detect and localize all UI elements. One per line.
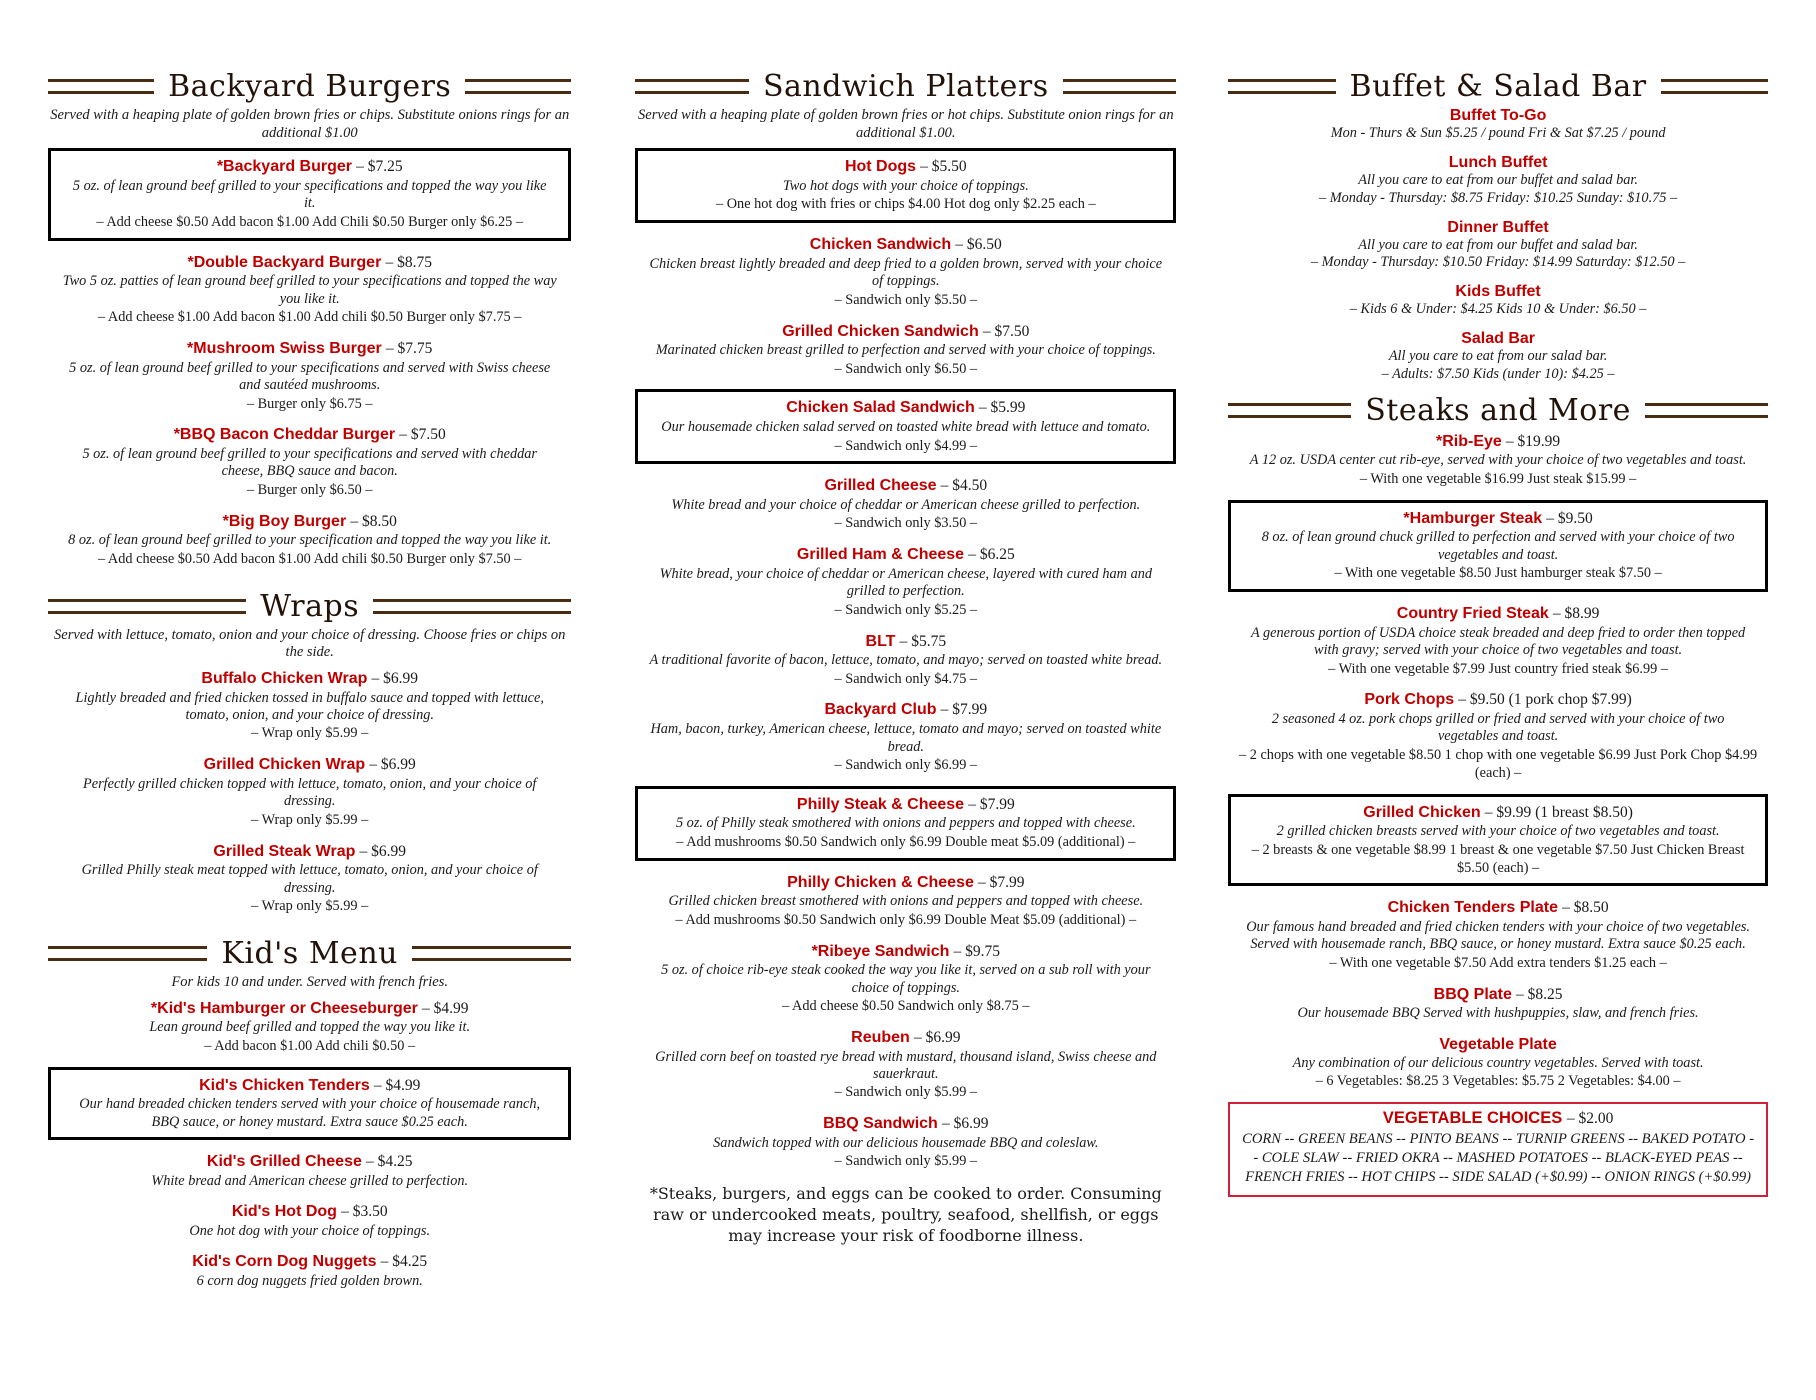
section-title: Sandwich Platters	[762, 69, 1049, 104]
item-name: Country Fried Steak	[1396, 605, 1549, 623]
item-description: 6 corn dog nuggets fried golden brown.	[196, 1272, 423, 1289]
buffet-group-line: All you care to eat from our buffet and salad bar.	[1358, 236, 1638, 253]
rule-left	[1228, 403, 1351, 418]
item-name: Kid's Chicken Tenders	[199, 1076, 370, 1094]
buffet-group-heading: Lunch Buffet	[1448, 153, 1548, 171]
menu-item-box	[635, 148, 1176, 223]
item-options: – Sandwich only $5.50 –	[834, 291, 978, 308]
item-description: Our famous hand breaded and fried chicken tenders with your choice of two vegetables. Served with housemade ranch, BBQ sauce, or honey mustard. Extra sauce $0.25 each.	[1246, 918, 1750, 953]
item-description: White bread, your choice of cheddar or American cheese, layered with cured ham and grilled to perfection.	[659, 565, 1153, 600]
item-nameline	[635, 234, 1176, 255]
item-options: – Add cheese $0.50 Sandwich only $8.75 –	[782, 998, 1030, 1015]
item-options: – With one vegetable $8.50 Just hamburger steak $7.50 –	[1334, 565, 1662, 582]
item-options: – Sandwich only $5.25 –	[834, 601, 978, 618]
menu-item	[48, 252, 571, 327]
rule-right	[465, 79, 571, 94]
item-name: *Mushroom Swiss Burger	[187, 340, 382, 358]
column-middle	[613, 70, 1198, 1301]
item-options: – Burger only $6.75 –	[246, 395, 373, 412]
menu-item	[635, 1027, 1176, 1102]
item-price: – $7.25	[356, 158, 403, 176]
item-name: Kid's Hot Dog	[231, 1203, 337, 1221]
item-name: Kid's Grilled Cheese	[206, 1152, 362, 1170]
section-title: Steaks and More	[1365, 392, 1631, 428]
item-price: – $6.50	[955, 236, 1002, 254]
item-description: Any combination of our delicious country vegetables. Served with toast.	[1292, 1054, 1704, 1071]
veg-title-price: – $2.00	[1566, 1110, 1614, 1128]
rule-left	[1228, 79, 1335, 94]
item-name: Grilled Cheese	[824, 477, 937, 495]
section-title: Wraps	[260, 588, 360, 624]
menu-item	[48, 1251, 571, 1290]
menu-item	[1228, 689, 1768, 782]
item-description: 8 oz. of lean ground beef grilled to your specification and topped the way you like it.	[68, 532, 552, 549]
item-name: *Double Backyard Burger	[187, 253, 382, 271]
item-name: *Hamburger Steak	[1403, 509, 1543, 527]
menu-item	[635, 699, 1176, 774]
menu-item	[635, 1113, 1176, 1171]
item-options: – 6 Vegetables: $8.25 3 Vegetables: $5.75 2 Vegetables: $4.00 –	[1315, 1073, 1681, 1090]
item-nameline	[1237, 508, 1759, 529]
item-nameline	[57, 156, 562, 177]
menu-item-box	[48, 148, 571, 240]
item-description: Chicken breast lightly breaded and deep fried to a golden brown, served with your choice of toppings.	[649, 255, 1163, 290]
menu-item	[48, 1201, 571, 1240]
item-options: – Sandwich only $5.99 –	[834, 1153, 978, 1170]
item-options: – Burger only $6.50 –	[246, 481, 373, 498]
item-nameline	[644, 794, 1167, 815]
item-description: One hot dog with your choice of toppings.	[189, 1222, 431, 1239]
item-description: Our housemade BBQ Served with hushpuppies, slaw, and french fries.	[1297, 1005, 1699, 1022]
item-nameline	[1228, 603, 1768, 624]
item-description: White bread and American cheese grilled to perfection.	[151, 1172, 469, 1189]
item-price: – $6.99	[359, 842, 407, 860]
item-price: – $6.25	[968, 546, 1015, 564]
item-price: – $8.50	[350, 512, 397, 530]
item-nameline	[1228, 431, 1768, 452]
item-description: Lean ground beef grilled and topped the way you like it.	[149, 1019, 471, 1036]
item-nameline	[48, 1151, 571, 1172]
item-description: Ham, bacon, turkey, American cheese, lettuce, tomato and mayo; served on toasted white bread.	[650, 721, 1162, 755]
item-description: White bread and your choice of cheddar or American cheese grilled to perfection.	[671, 496, 1141, 513]
item-description: Perfectly grilled chicken topped with lettuce, tomato, onion, and your choice of dressing.	[83, 775, 537, 810]
item-options: – Sandwich only $6.99 –	[834, 756, 978, 773]
item-options: – Add bacon $1.00 Add chili $0.50 –	[204, 1037, 416, 1054]
item-price: – $6.99	[941, 1115, 989, 1133]
rule-right	[1063, 79, 1177, 94]
column-right	[1198, 70, 1768, 1301]
veg-title-text: VEGETABLE CHOICES	[1382, 1109, 1563, 1128]
item-nameline	[1237, 802, 1759, 823]
item-nameline	[635, 1113, 1176, 1134]
rule-left	[48, 79, 154, 94]
item-price: – $7.99	[977, 873, 1025, 891]
rule-left	[48, 946, 207, 961]
buffet-group-line: Mon - Thurs & Sun $5.25 / pound Fri & Sat $7.25 / pound	[1330, 125, 1666, 141]
menu-item	[48, 754, 571, 829]
item-nameline	[48, 998, 571, 1019]
rule-right	[1661, 79, 1768, 94]
item-options: – Add mushrooms $0.50 Sandwich only $6.99 Double meat $5.09 (additional) –	[676, 833, 1136, 850]
item-name: Grilled Chicken	[1363, 803, 1481, 821]
item-options: – Add cheese $0.50 Add bacon $1.00 Add chili $0.50 Burger only $7.50 –	[97, 550, 522, 567]
item-price: – $7.50	[982, 322, 1030, 340]
item-price: – $8.50	[1562, 899, 1609, 917]
section-header-buffet-salad-bar	[1228, 70, 1768, 103]
item-description: Marinated chicken breast grilled to perfection and served with your choice of toppings.	[655, 342, 1156, 359]
item-options: – Wrap only $5.99 –	[251, 811, 369, 828]
item-name: Hot Dogs	[844, 158, 917, 176]
item-nameline	[644, 397, 1167, 418]
item-name: BBQ Sandwich	[823, 1115, 938, 1133]
menu-item	[635, 475, 1176, 533]
item-nameline	[48, 754, 571, 775]
item-price: – $3.50	[341, 1203, 388, 1221]
item-price: – $6.99	[371, 669, 418, 687]
buffet-group-line: – Monday - Thursday: $8.75 Friday: $10.25 Sunday: $10.75 –	[1319, 189, 1678, 206]
item-description: Our hand breaded chicken tenders served with your choice of housemade ranch, BBQ sauce, or honey mustard. Extra sauce $0.25 each.	[79, 1096, 541, 1130]
item-name: Buffalo Chicken Wrap	[201, 669, 368, 687]
menu-item	[57, 156, 562, 231]
item-options: – Add cheese $0.50 Add bacon $1.00 Add Chili $0.50 Burger only $6.25 –	[96, 213, 524, 230]
item-nameline	[48, 252, 571, 273]
item-name: *Backyard Burger	[216, 158, 352, 176]
section-header-wraps	[48, 590, 571, 623]
menu-item	[1228, 603, 1768, 678]
menu-item	[48, 424, 571, 499]
item-name: Grilled Chicken Wrap	[203, 756, 366, 774]
item-price: – $19.99	[1505, 432, 1561, 450]
item-description: 2 grilled chicken breasts served with your choice of two vegetables and toast.	[1276, 823, 1720, 840]
menu-item-box	[635, 786, 1176, 861]
menu-item	[635, 872, 1176, 930]
item-options: – 2 chops with one vegetable $8.50 1 chop with one vegetable $6.99 Just Pork Chop $4.99 (each) –	[1239, 746, 1758, 781]
section-subtitle: Served with lettuce, tomato, onion and your choice of dressing. Choose fries or chips on the side.	[54, 626, 566, 661]
item-nameline	[635, 544, 1176, 565]
item-nameline	[635, 631, 1176, 652]
item-nameline	[644, 156, 1167, 177]
item-options: – Sandwich only $4.75 –	[834, 670, 978, 687]
item-name: Pork Chops	[1364, 691, 1455, 709]
item-name: Kid's Corn Dog Nuggets	[192, 1253, 377, 1271]
item-price: – $4.50	[940, 477, 988, 495]
menu-item	[1228, 984, 1768, 1023]
item-nameline	[48, 1201, 571, 1222]
item-name: *Ribeye Sandwich	[811, 942, 950, 960]
item-name: Reuben	[851, 1028, 910, 1046]
item-price: – $7.50	[399, 426, 446, 444]
item-description: Grilled Philly steak meat topped with lettuce, tomato, onion, and your choice of dressing.	[81, 862, 538, 896]
menu-item	[48, 998, 571, 1056]
item-nameline	[635, 475, 1176, 496]
item-options: – Sandwich only $5.99 –	[834, 1084, 978, 1101]
item-nameline	[48, 511, 571, 532]
section-subtitle: For kids 10 and under. Served with french fries.	[171, 973, 448, 990]
item-price: – $4.99	[422, 999, 469, 1017]
item-options: – Wrap only $5.99 –	[251, 898, 369, 915]
section-title: Backyard Burgers	[168, 69, 452, 104]
item-description: Grilled corn beef on toasted rye bread with mustard, thousand island, Swiss cheese and sauerkraut.	[655, 1048, 1157, 1082]
item-description: Grilled chicken breast smothered with onions and peppers and topped with cheese.	[668, 893, 1144, 910]
item-name: Chicken Sandwich	[809, 236, 952, 254]
item-description: A 12 oz. USDA center cut rib-eye, served with your choice of two vegetables and toast.	[1249, 452, 1747, 469]
menu-item	[1237, 508, 1759, 583]
item-name: Philly Steak & Cheese	[796, 795, 965, 813]
item-name: Grilled Steak Wrap	[213, 842, 356, 860]
rule-right	[373, 599, 571, 614]
item-description: 8 oz. of lean ground chuck grilled to perfection and served with your choice of two vegetables and toast.	[1261, 529, 1735, 563]
item-price: – $7.99	[940, 701, 988, 719]
item-name: Vegetable Plate	[1439, 1035, 1557, 1053]
section-title: Buffet & Salad Bar	[1349, 69, 1647, 104]
item-name: Chicken Tenders Plate	[1387, 899, 1558, 917]
item-price: – $5.75	[899, 632, 947, 650]
item-price: – $8.75	[385, 253, 432, 271]
menu-item-box	[1228, 500, 1768, 592]
item-nameline	[48, 668, 571, 689]
item-description: 5 oz. of choice rib-eye steak cooked the way you like it, served on a sub roll with your choice of toppings.	[661, 962, 1151, 996]
menu-item-box	[48, 1067, 571, 1140]
item-nameline	[48, 338, 571, 359]
item-name: Backyard Club	[824, 701, 937, 719]
menu-item	[635, 941, 1176, 1016]
vegetable-choices-title	[1240, 1109, 1756, 1128]
item-description: Lightly breaded and fried chicken tossed in buffalo sauce and topped with lettuce, tomato, onion, and your choice of dressing.	[75, 689, 544, 723]
item-price: – $4.25	[380, 1253, 428, 1271]
item-price: – $8.25	[1516, 985, 1563, 1003]
menu-item	[48, 1151, 571, 1190]
item-price: – $7.75	[385, 340, 433, 358]
item-nameline	[1228, 1034, 1768, 1054]
item-nameline	[48, 424, 571, 445]
item-name: Grilled Ham & Cheese	[796, 546, 965, 564]
section-header-steaks-and-more	[1228, 394, 1768, 427]
menu-item	[644, 794, 1167, 852]
menu-item	[48, 668, 571, 743]
item-name: BLT	[865, 632, 896, 650]
rule-right	[412, 946, 571, 961]
item-price: – $9.99 (1 breast $8.50)	[1484, 803, 1633, 821]
item-nameline	[1228, 897, 1768, 918]
column-left	[48, 70, 613, 1301]
item-nameline	[1228, 984, 1768, 1005]
item-description: 2 seasoned 4 oz. pork chops grilled or fried and served with your choice of two vegetables and toast.	[1271, 711, 1725, 745]
item-name: *Rib-Eye	[1436, 432, 1502, 450]
item-nameline	[48, 841, 571, 862]
item-name: Philly Chicken & Cheese	[787, 873, 974, 891]
item-nameline	[48, 1251, 571, 1272]
item-options: – Wrap only $5.99 –	[251, 725, 369, 742]
item-description: Our housemade chicken salad served on toasted white bread with lettuce and tomato.	[661, 419, 1151, 436]
item-options: – Add mushrooms $0.50 Sandwich only $6.99 Double Meat $5.09 (additional) –	[675, 911, 1137, 928]
buffet-group-line: – Adults: $7.50 Kids (under 10): $4.25 –	[1381, 366, 1615, 383]
vegetable-choices-box	[1228, 1102, 1768, 1197]
item-price: – $4.99	[373, 1076, 421, 1094]
rule-right	[1645, 403, 1768, 418]
section-subtitle: Served with a heaping plate of golden brown fries or chips. Substitute onions rings for an additional $1.00	[50, 107, 570, 141]
item-price: – $7.99	[968, 795, 1015, 813]
vegetable-choices-list: CORN -- GREEN BEANS -- PINTO BEANS -- TURNIP GREENS -- BAKED POTATO -- COLE SLAW -- FRIED OKRA -- MASHED POTATOES -- BLACK-EYED PEAS -- FRENCH FRIES -- HOT CHIPS -- SIDE SALAD (+$0.99) -- ONION RINGS (+$0.99)	[1242, 1131, 1755, 1186]
food-safety-disclaimer: *Steaks, burgers, and eggs can be cooked to order. Consuming raw or undercooked meats, poultry, seafood, shellfish, or eggs may increase your risk of foodborne illness.	[649, 1184, 1162, 1246]
item-options: – One hot dog with fries or chips $4.00 Hot dog only $2.25 each –	[716, 196, 1096, 213]
item-options: – With one vegetable $7.50 Add extra tenders $1.25 each –	[1329, 954, 1667, 971]
section-header-backyard-burgers	[48, 70, 571, 103]
menu-item	[635, 631, 1176, 689]
item-price: – $6.99	[369, 756, 416, 774]
menu-item	[1228, 1034, 1768, 1091]
buffet-group-heading: Dinner Buffet	[1447, 218, 1549, 236]
buffet-group-line: All you care to eat from our salad bar.	[1388, 348, 1608, 365]
item-description: 5 oz. of lean ground beef grilled to your specifications and topped the way you like it.	[72, 177, 547, 212]
item-price: – $9.50	[1546, 509, 1593, 527]
item-nameline	[635, 321, 1176, 342]
rule-left	[48, 599, 246, 614]
item-options: – With one vegetable $7.99 Just country fried steak $6.99 –	[1328, 660, 1669, 677]
buffet-group-line: – Monday - Thursday: $10.50 Friday: $14.99 Saturday: $12.50 –	[1310, 254, 1686, 271]
item-options: – 2 breasts & one vegetable $8.99 1 breast & one vegetable $7.50 Just Chicken Breast $5.50 (each) –	[1251, 841, 1745, 876]
menu-item	[48, 511, 571, 569]
item-nameline	[635, 941, 1176, 962]
item-options: – With one vegetable $16.99 Just steak $15.99 –	[1359, 470, 1637, 487]
menu-item-box	[635, 389, 1176, 464]
item-price: – $9.75	[953, 942, 1001, 960]
item-name: Grilled Chicken Sandwich	[782, 322, 979, 340]
item-price: – $8.99	[1552, 605, 1600, 623]
menu-item	[1228, 431, 1768, 489]
item-options: – Add cheese $1.00 Add bacon $1.00 Add chili $0.50 Burger only $7.75 –	[97, 309, 522, 326]
buffet-group-heading: Buffet To-Go	[1449, 107, 1547, 124]
item-nameline	[635, 699, 1176, 720]
item-options: – Sandwich only $3.50 –	[834, 515, 978, 532]
item-nameline	[635, 1027, 1176, 1048]
item-description: A generous portion of USDA choice steak breaded and deep fried to order then topped with gravy; served with your choice of two vegetables and toast.	[1250, 624, 1746, 659]
item-name: BBQ Plate	[1433, 985, 1512, 1003]
item-name: Chicken Salad Sandwich	[786, 399, 975, 417]
item-description: 5 oz. of Philly steak smothered with onions and peppers and topped with cheese.	[675, 815, 1136, 832]
menu-item	[1228, 897, 1768, 972]
item-description: 5 oz. of lean ground beef grilled to your specifications and served with Swiss cheese and sautéed mushrooms.	[69, 359, 551, 394]
item-description: Sandwich topped with our delicious housemade BBQ and coleslaw.	[713, 1134, 1099, 1151]
menu-item	[635, 234, 1176, 309]
menu-item-box	[1228, 794, 1768, 887]
section-title: Kid's Menu	[221, 935, 398, 971]
section-header-kids-menu	[48, 937, 571, 970]
menu-item	[635, 321, 1176, 379]
buffet-group-line: – Kids 6 & Under: $4.25 Kids 10 & Under: $6.50 –	[1349, 301, 1647, 318]
menu-item	[635, 544, 1176, 619]
item-description: A traditional favorite of bacon, lettuce, tomato, and mayo; served on toasted white bread.	[649, 652, 1163, 669]
item-nameline	[57, 1075, 562, 1096]
item-options: – Sandwich only $4.99 –	[834, 437, 978, 454]
section-subtitle: Served with a heaping plate of golden brown fries or hot chips. Substitute onion rings for an additional $1.00.	[638, 107, 1174, 141]
buffet-group-heading: Salad Bar	[1461, 330, 1535, 348]
item-description: 5 oz. of lean ground beef grilled to your specifications and served with cheddar cheese, BBQ sauce and bacon.	[82, 445, 537, 480]
menu-item	[644, 397, 1167, 455]
buffet-group-heading: Kids Buffet	[1455, 283, 1541, 301]
item-price: – $5.99	[978, 399, 1026, 417]
item-name: *Big Boy Burger	[222, 512, 347, 530]
rule-left	[635, 79, 749, 94]
menu-item	[48, 841, 571, 916]
menu-item	[48, 338, 571, 413]
menu-item	[57, 1075, 562, 1131]
item-price: – $9.50 (1 pork chop $7.99)	[1458, 691, 1632, 709]
buffet-group-line: All you care to eat from our buffet and salad bar.	[1358, 171, 1638, 188]
item-name: *BBQ Bacon Cheddar Burger	[173, 426, 396, 444]
item-options: – Sandwich only $6.50 –	[834, 360, 978, 377]
menu-item	[1237, 802, 1759, 878]
menu-item	[644, 156, 1167, 214]
item-description: Two hot dogs with your choice of toppings.	[782, 177, 1029, 194]
item-description: Two 5 oz. patties of lean ground beef grilled to your specifications and topped the way you like it.	[62, 273, 557, 307]
item-price: – $5.50	[920, 158, 967, 176]
item-price: – $4.25	[366, 1152, 413, 1170]
item-nameline	[635, 872, 1176, 893]
item-nameline	[1228, 689, 1768, 710]
section-header-sandwich-platters	[635, 70, 1176, 103]
item-name: *Kid's Hamburger or Cheeseburger	[150, 999, 418, 1017]
item-price: – $6.99	[913, 1028, 961, 1046]
